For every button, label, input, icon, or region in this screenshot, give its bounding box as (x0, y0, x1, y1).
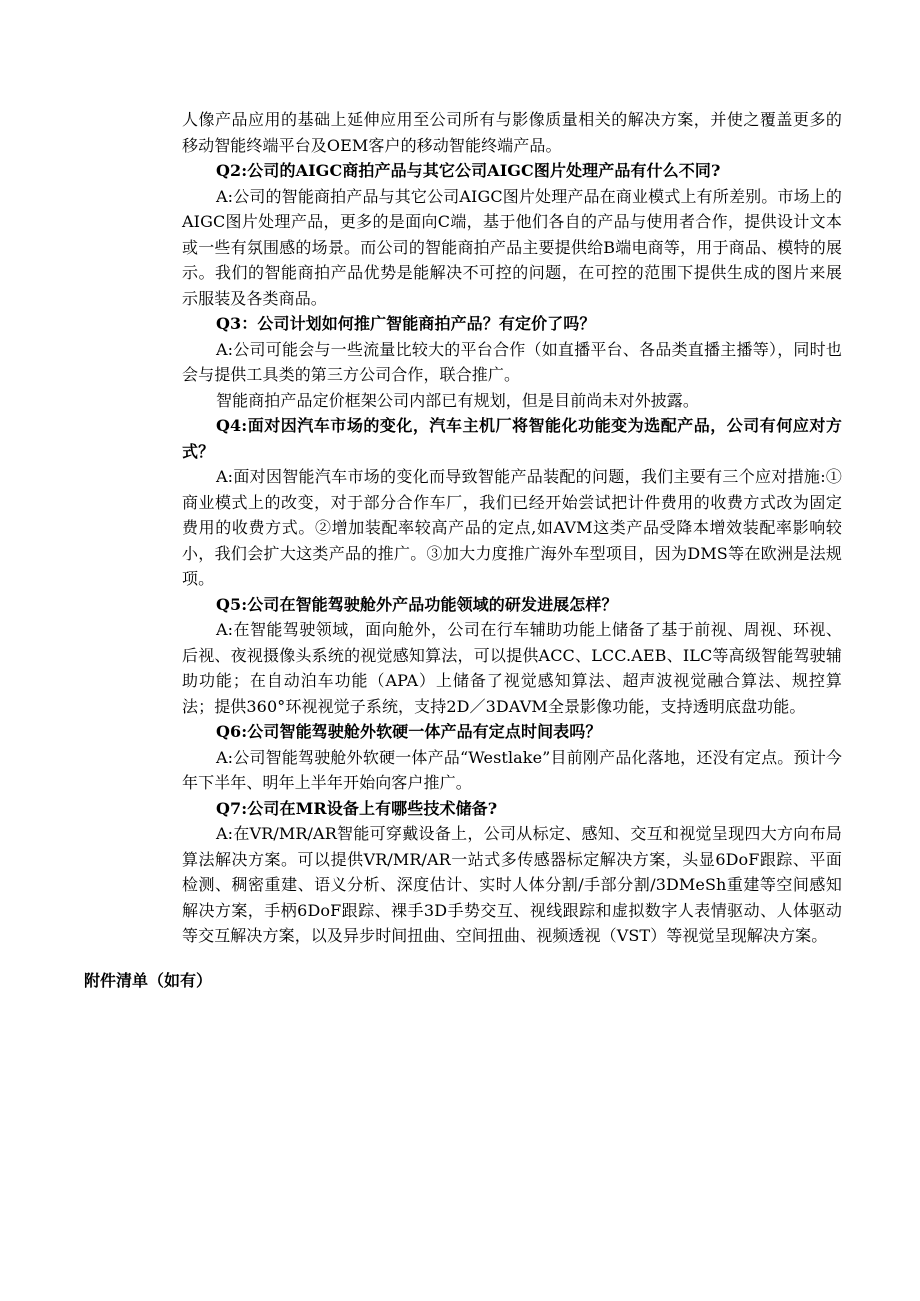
answer-q4: A:面对因智能汽车市场的变化而导致智能产品装配的问题，我们主要有三个应对措施:①商业模式上的改变，对于部分合作车厂，我们已经开始尝试把计件费用的收费方式改为固定费用的收费方式。②增加装配率较高产品的定点,如AVM这类产品受降本增效装配率影响较小，我们会扩大这类产品的推广。③加大力度推广海外车型项目，因为DMS等在欧洲是法规项。 (182, 467, 842, 588)
question-q2: Q2:公司的AIGC商拍产品与其它公司AIGC图片处理产品有什么不同? (216, 161, 721, 180)
answer-q3: A:公司可能会与一些流量比较大的平台合作（如直播平台、各品类直播主播等），同时也会与提供工具类的第三方公司合作，联合推广。 (182, 339, 842, 384)
answer-q6: A:公司智能驾驶舱外软硬一体产品“Westlake”目前刚产品化落地，还没有定点。预计今年下半年、明年上半年开始向客户推广。 (182, 747, 842, 792)
question-q5: Q5:公司在智能驾驶舱外产品功能领域的研发进展怎样？ (216, 594, 618, 614)
answer-q5: A:在智能驾驶领域，面向舱外，公司在行车辅助功能上储备了基于前视、周视、环视、后视、夜视摄像头系统的视觉感知算法，可以提供ACC、LCC.AEB、ILC等高级智能驾驶辅助功能；在自动泊车功能（APA）上储备了视觉感知算法、超声波视觉融合算法、规控算法；提供360°环视视觉子系统，支持2D／3DAVM全景影像功能，支持透明底盘功能。 (182, 620, 842, 716)
intro-continuation: 人像产品应用的基础上延伸应用至公司所有与影像质量相关的解决方案，并使之覆盖更多的移动智能终端平台及OEM客户的移动智能终端产品。 (182, 110, 842, 155)
document-body (182, 107, 842, 949)
question-q3: Q3：公司计划如何推广智能商拍产品？有定价了吗？ (216, 314, 596, 333)
answer-q7: A:在VR/MR/AR智能可穿戴设备上，公司从标定、感知、交互和视觉呈现四大方向布局算法解决方案。可以提供VR/MR/AR一站式多传感器标定解决方案，头显6DoF跟踪、平面检测、稠密重建、语义分析、深度估计、实时人体分割/手部分割/3DMeSh重建等空间感知解决方案，手柄6DoF跟踪、裸手3D手势交互、视线跟踪和虚拟数字人表情驱动、人体驱动等交互解决方案，以及异步时间扭曲、空间扭曲、视频透视（VST）等视觉呈现解决方案。 (182, 824, 842, 945)
attachments-heading: 附件清单（如有） (84, 971, 213, 990)
answer-q2: A:公司的智能商拍产品与其它公司AIGC图片处理产品在商业模式上有所差别。市场上的AIGC图片处理产品，更多的是面向C端，基于他们各自的产品与使用者合作，提供设计文本或一些有氛围感的场景。而公司的智能商拍产品主要提供给B端电商等，用于商品、模特的展示。我们的智能商拍产品优势是能解决不可控的问题，在可控的范围下提供生成的图片来展示服装及各类商品。 (182, 186, 842, 308)
question-q4: Q4:面对因汽车市场的变化，汽车主机厂将智能化功能变为选配产品，公司有何应对方式？ (182, 416, 842, 461)
question-q6: Q6:公司智能驾驶舱外软硬一体产品有定点时间表吗？ (216, 722, 602, 741)
question-q7: Q7:公司在MR设备上有哪些技术储备? (216, 798, 498, 818)
answer-q3-pricing: 智能商拍产品定价框架公司内部已有规划，但是目前尚未对外披露。 (216, 390, 700, 410)
